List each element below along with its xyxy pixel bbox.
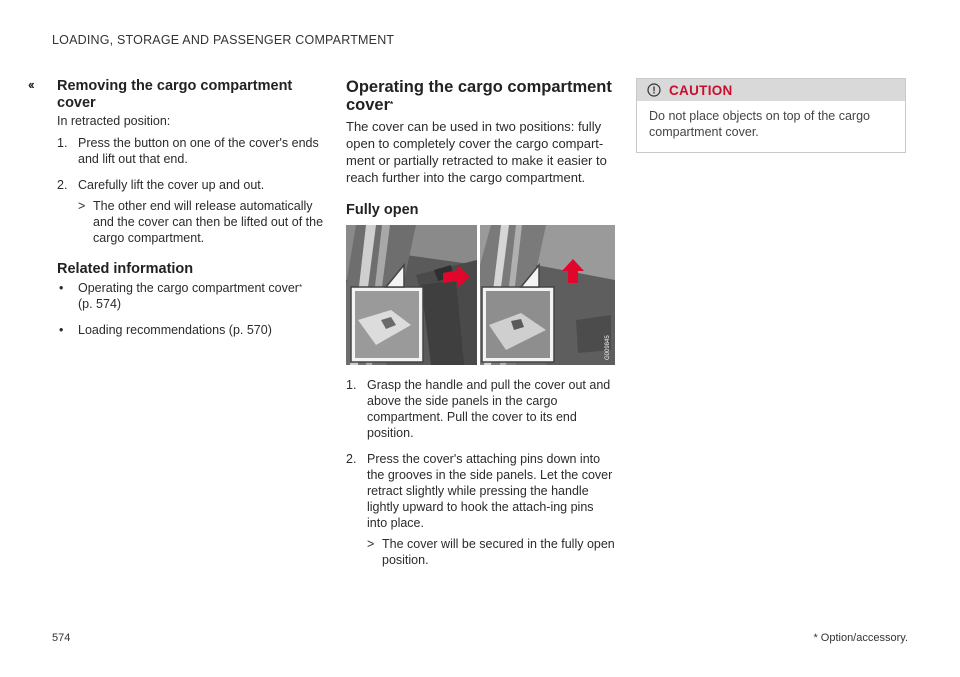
list-item [346, 451, 616, 568]
related-link-operating-cover[interactable] [57, 280, 325, 312]
result-arrow-icon: > [367, 537, 375, 551]
running-header: LOADING, STORAGE AND PASSENGER COMPARTMENT [52, 33, 395, 47]
bullet-icon: • [59, 323, 64, 337]
caution-title: CAUTION [669, 82, 733, 98]
fully-open-heading: Fully open [346, 202, 419, 218]
related-info-list [57, 280, 325, 338]
removing-cover-heading: Removing the cargo compartment cover [57, 78, 293, 111]
step-number: 1. [346, 378, 357, 392]
option-asterisk: * [298, 283, 303, 292]
step-number: 2. [57, 178, 68, 192]
illustration-svg [346, 225, 615, 365]
continued-marker-icon: ‹‹ [28, 77, 33, 92]
page-number: 574 [52, 632, 71, 644]
link-text: Operating the cargo compartment cover [78, 281, 299, 295]
list-item [346, 377, 616, 441]
illustration-left-panel [346, 225, 477, 365]
step-number: 2. [346, 452, 357, 466]
operating-intro: The cover can be used in two positions: fully open to completely cover the cargo compart-ment or partially retracted to make it easier to reach further into the cargo compartment. [346, 119, 607, 185]
caution-header [637, 79, 905, 101]
link-text: Loading recommendations (p. 570) [78, 323, 272, 337]
removing-steps [57, 135, 325, 246]
right-column [636, 78, 906, 153]
caution-text: Do not place objects on top of the cargo compartment cover. [649, 109, 870, 139]
step-text: Press the cover's attaching pins down into the grooves in the side panels. Let the cover retract slightly while pressing the handle lightly upward to hook the attach-ing pins into place. [367, 452, 613, 530]
removing-intro: In retracted position: [57, 114, 171, 128]
step-text: Carefully lift the cover up and out. [78, 178, 265, 192]
option-asterisk: * [390, 100, 394, 109]
heading-text: Operating the cargo compartment cover [346, 78, 612, 114]
result-text: The cover will be secured in the fully open position. [382, 537, 615, 567]
step-text: Grasp the handle and pull the cover out and above the side panels in the cargo compartment. Pull the cover to its end position. [367, 378, 611, 440]
fully-open-illustration [346, 225, 615, 365]
footnote: * Option/accessory. [813, 632, 908, 644]
left-column [57, 78, 325, 348]
middle-column [346, 78, 616, 578]
svg-text:!: ! [652, 85, 656, 97]
result-arrow-icon: > [78, 199, 86, 213]
step-text: Press the button on one of the cover's ends and lift out that end. [78, 136, 319, 166]
caution-icon [647, 83, 661, 97]
list-item [57, 177, 325, 246]
illustration-right-panel [480, 225, 615, 365]
list-item [57, 135, 325, 167]
step-number: 1. [57, 136, 68, 150]
result-text: The other end will release automatically and the cover can then be lifted out of the cargo compartment. [93, 199, 324, 245]
page-ref: (p. 574) [78, 297, 122, 311]
step-result [367, 536, 616, 568]
caution-box [636, 78, 906, 153]
bullet-icon: • [59, 281, 64, 295]
step-result [78, 198, 325, 246]
operating-cover-heading [346, 78, 616, 114]
figure-code: G009845 [605, 335, 611, 360]
operating-steps [346, 377, 616, 568]
related-info-heading: Related information [57, 261, 194, 277]
related-link-loading-recommendations[interactable] [57, 322, 325, 338]
